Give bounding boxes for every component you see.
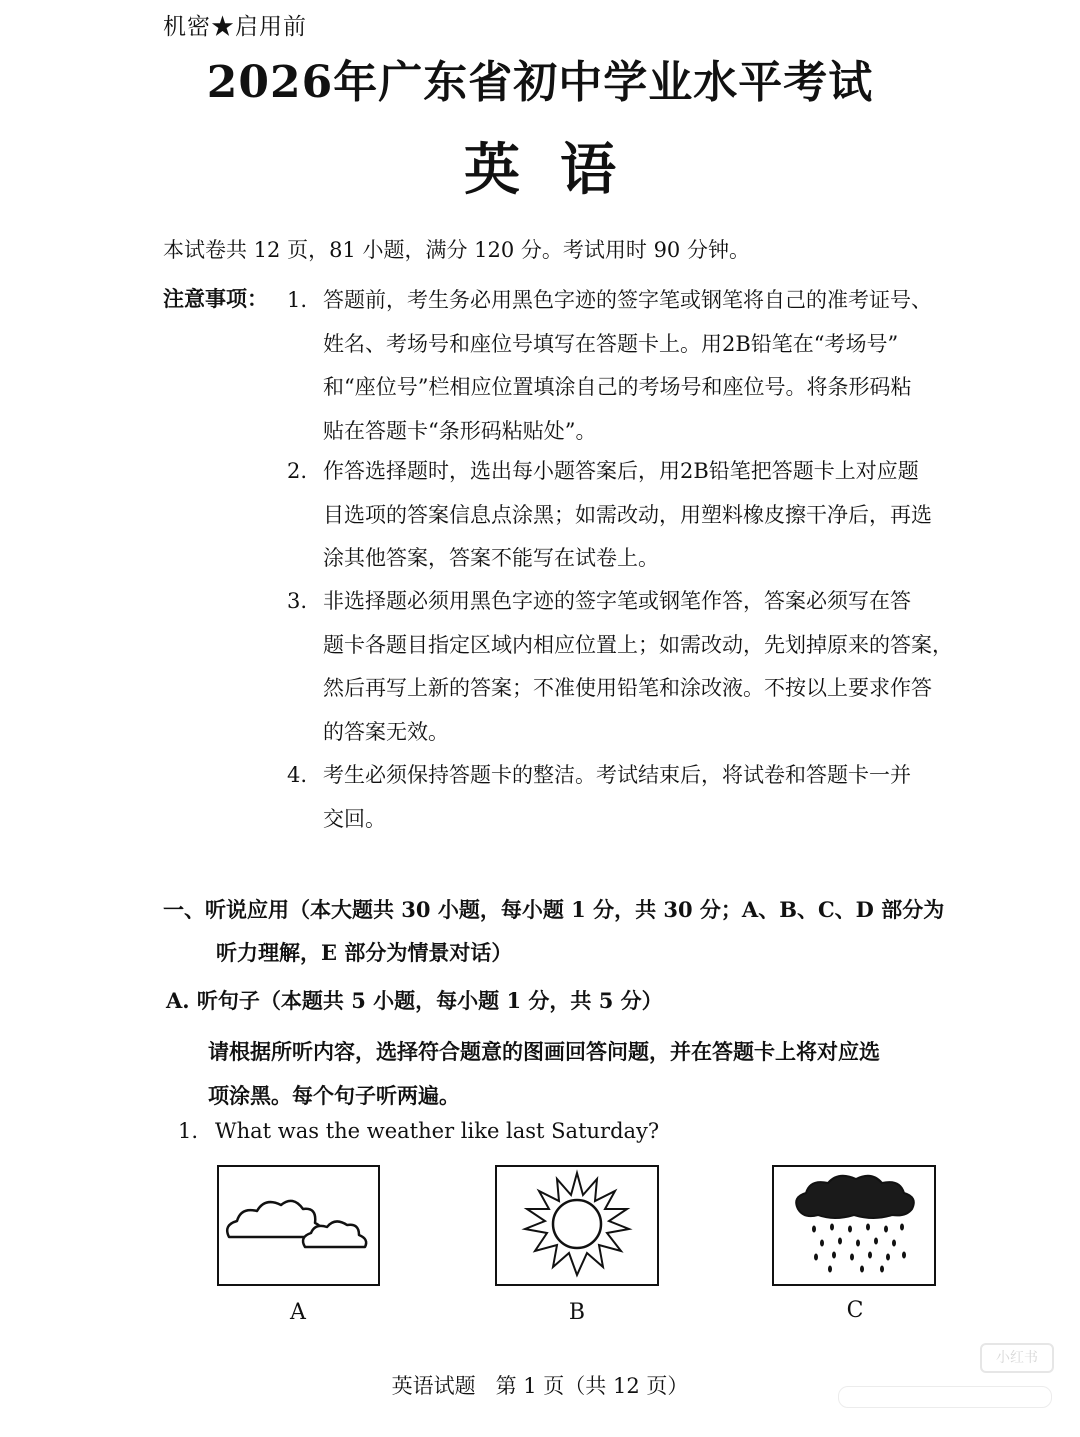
notice-line: 的答案无效。 <box>323 719 449 744</box>
option-b-picture <box>495 1165 659 1286</box>
instruction-line: 请根据所听内容，选择符合题意的图画回答问题，并在答题卡上将对应选 <box>208 1039 880 1064</box>
notice-item-4 <box>287 754 1022 841</box>
section-heading <box>163 888 1033 974</box>
option-a-label: A <box>290 1300 306 1325</box>
notice-line: 非选择题必须用黑色字迹的签字笔或钢笔作答，答案必须写在答 <box>323 589 911 613</box>
exam-intro: 本试卷共 12 页，81 小题，满分 120 分。考试用时 90 分钟。 <box>163 238 750 262</box>
question-text: What was the weather like last Saturday? <box>215 1119 660 1143</box>
watermark-bar <box>838 1386 1052 1408</box>
section-heading-line: 听力理解，E 部分为情景对话） <box>216 940 513 965</box>
notice-line: 和“座位号”栏相应位置填涂自己的考场号和座位号。将条形码粘 <box>323 375 912 399</box>
rainy-icon <box>774 1167 934 1284</box>
sunny-icon <box>497 1167 657 1284</box>
notice-line: 贴在答题卡“条形码粘贴处”。 <box>323 418 597 443</box>
notice-line: 考生必须保持答题卡的整洁。考试结束后，将试卷和答题卡一并 <box>323 763 911 787</box>
cloudy-icon <box>219 1167 378 1284</box>
notice-line: 答题前，考生务必用黑色字迹的签字笔或钢笔将自己的准考证号、 <box>323 288 932 312</box>
option-c-label: C <box>846 1298 864 1323</box>
notice-label: 注意事项： <box>163 286 268 311</box>
question-1 <box>178 1119 659 1143</box>
footer-subject: 英语试题 <box>391 1374 476 1398</box>
section-heading-line: 一、听说应用（本大题共 30 小题，每小题 1 分，共 30 分；A、B、C、D 部分为 <box>163 897 945 922</box>
notice-line: 题卡各题目指定区域内相应位置上；如需改动，先划掉原来的答案， <box>323 632 953 657</box>
notice-number: 2. <box>287 459 308 483</box>
exam-title: 2026年广东省初中学业水平考试 <box>206 57 874 108</box>
notice-line: 目选项的答案信息点涂黑；如需改动，用塑料橡皮擦干净后，再选 <box>323 502 932 527</box>
notice-number: 4. <box>287 763 308 787</box>
option-c-picture <box>772 1165 936 1286</box>
notice-item-3 <box>287 580 1022 754</box>
notice-number: 1. <box>287 288 308 312</box>
option-a-picture <box>217 1165 380 1286</box>
confidential-label: 机密★启用前 <box>163 14 307 40</box>
notice-line: 交回。 <box>323 806 386 831</box>
instruction-line: 项涂黑。每个句子听两遍。 <box>208 1083 460 1108</box>
notice-line: 姓名、考场号和座位号填写在答题卡上。用2B铅笔在“考场号” <box>323 331 899 356</box>
notice-line: 作答选择题时，选出每小题答案后，用2B铅笔把答题卡上对应题 <box>323 459 919 483</box>
subject-title: 英语 <box>464 137 656 203</box>
notice-line: 涂其他答案，答案不能写在试卷上。 <box>323 546 659 570</box>
watermark-logo: 小红书 <box>980 1343 1054 1373</box>
part-a-instruction <box>208 1030 1033 1118</box>
notice-number: 3. <box>287 589 308 613</box>
question-number: 1. <box>178 1119 199 1143</box>
notice-item-2 <box>287 450 1022 581</box>
option-b-label: B <box>568 1300 586 1325</box>
notice-line: 然后再写上新的答案；不准使用铅笔和涂改液。不按以上要求作答 <box>323 676 932 700</box>
part-a-title: A. 听句子（本题共 5 小题，每小题 1 分，共 5 分） <box>166 988 663 1013</box>
notice-item-1 <box>287 279 1022 453</box>
footer-page: 第 1 页（共 12 页） <box>495 1374 689 1398</box>
